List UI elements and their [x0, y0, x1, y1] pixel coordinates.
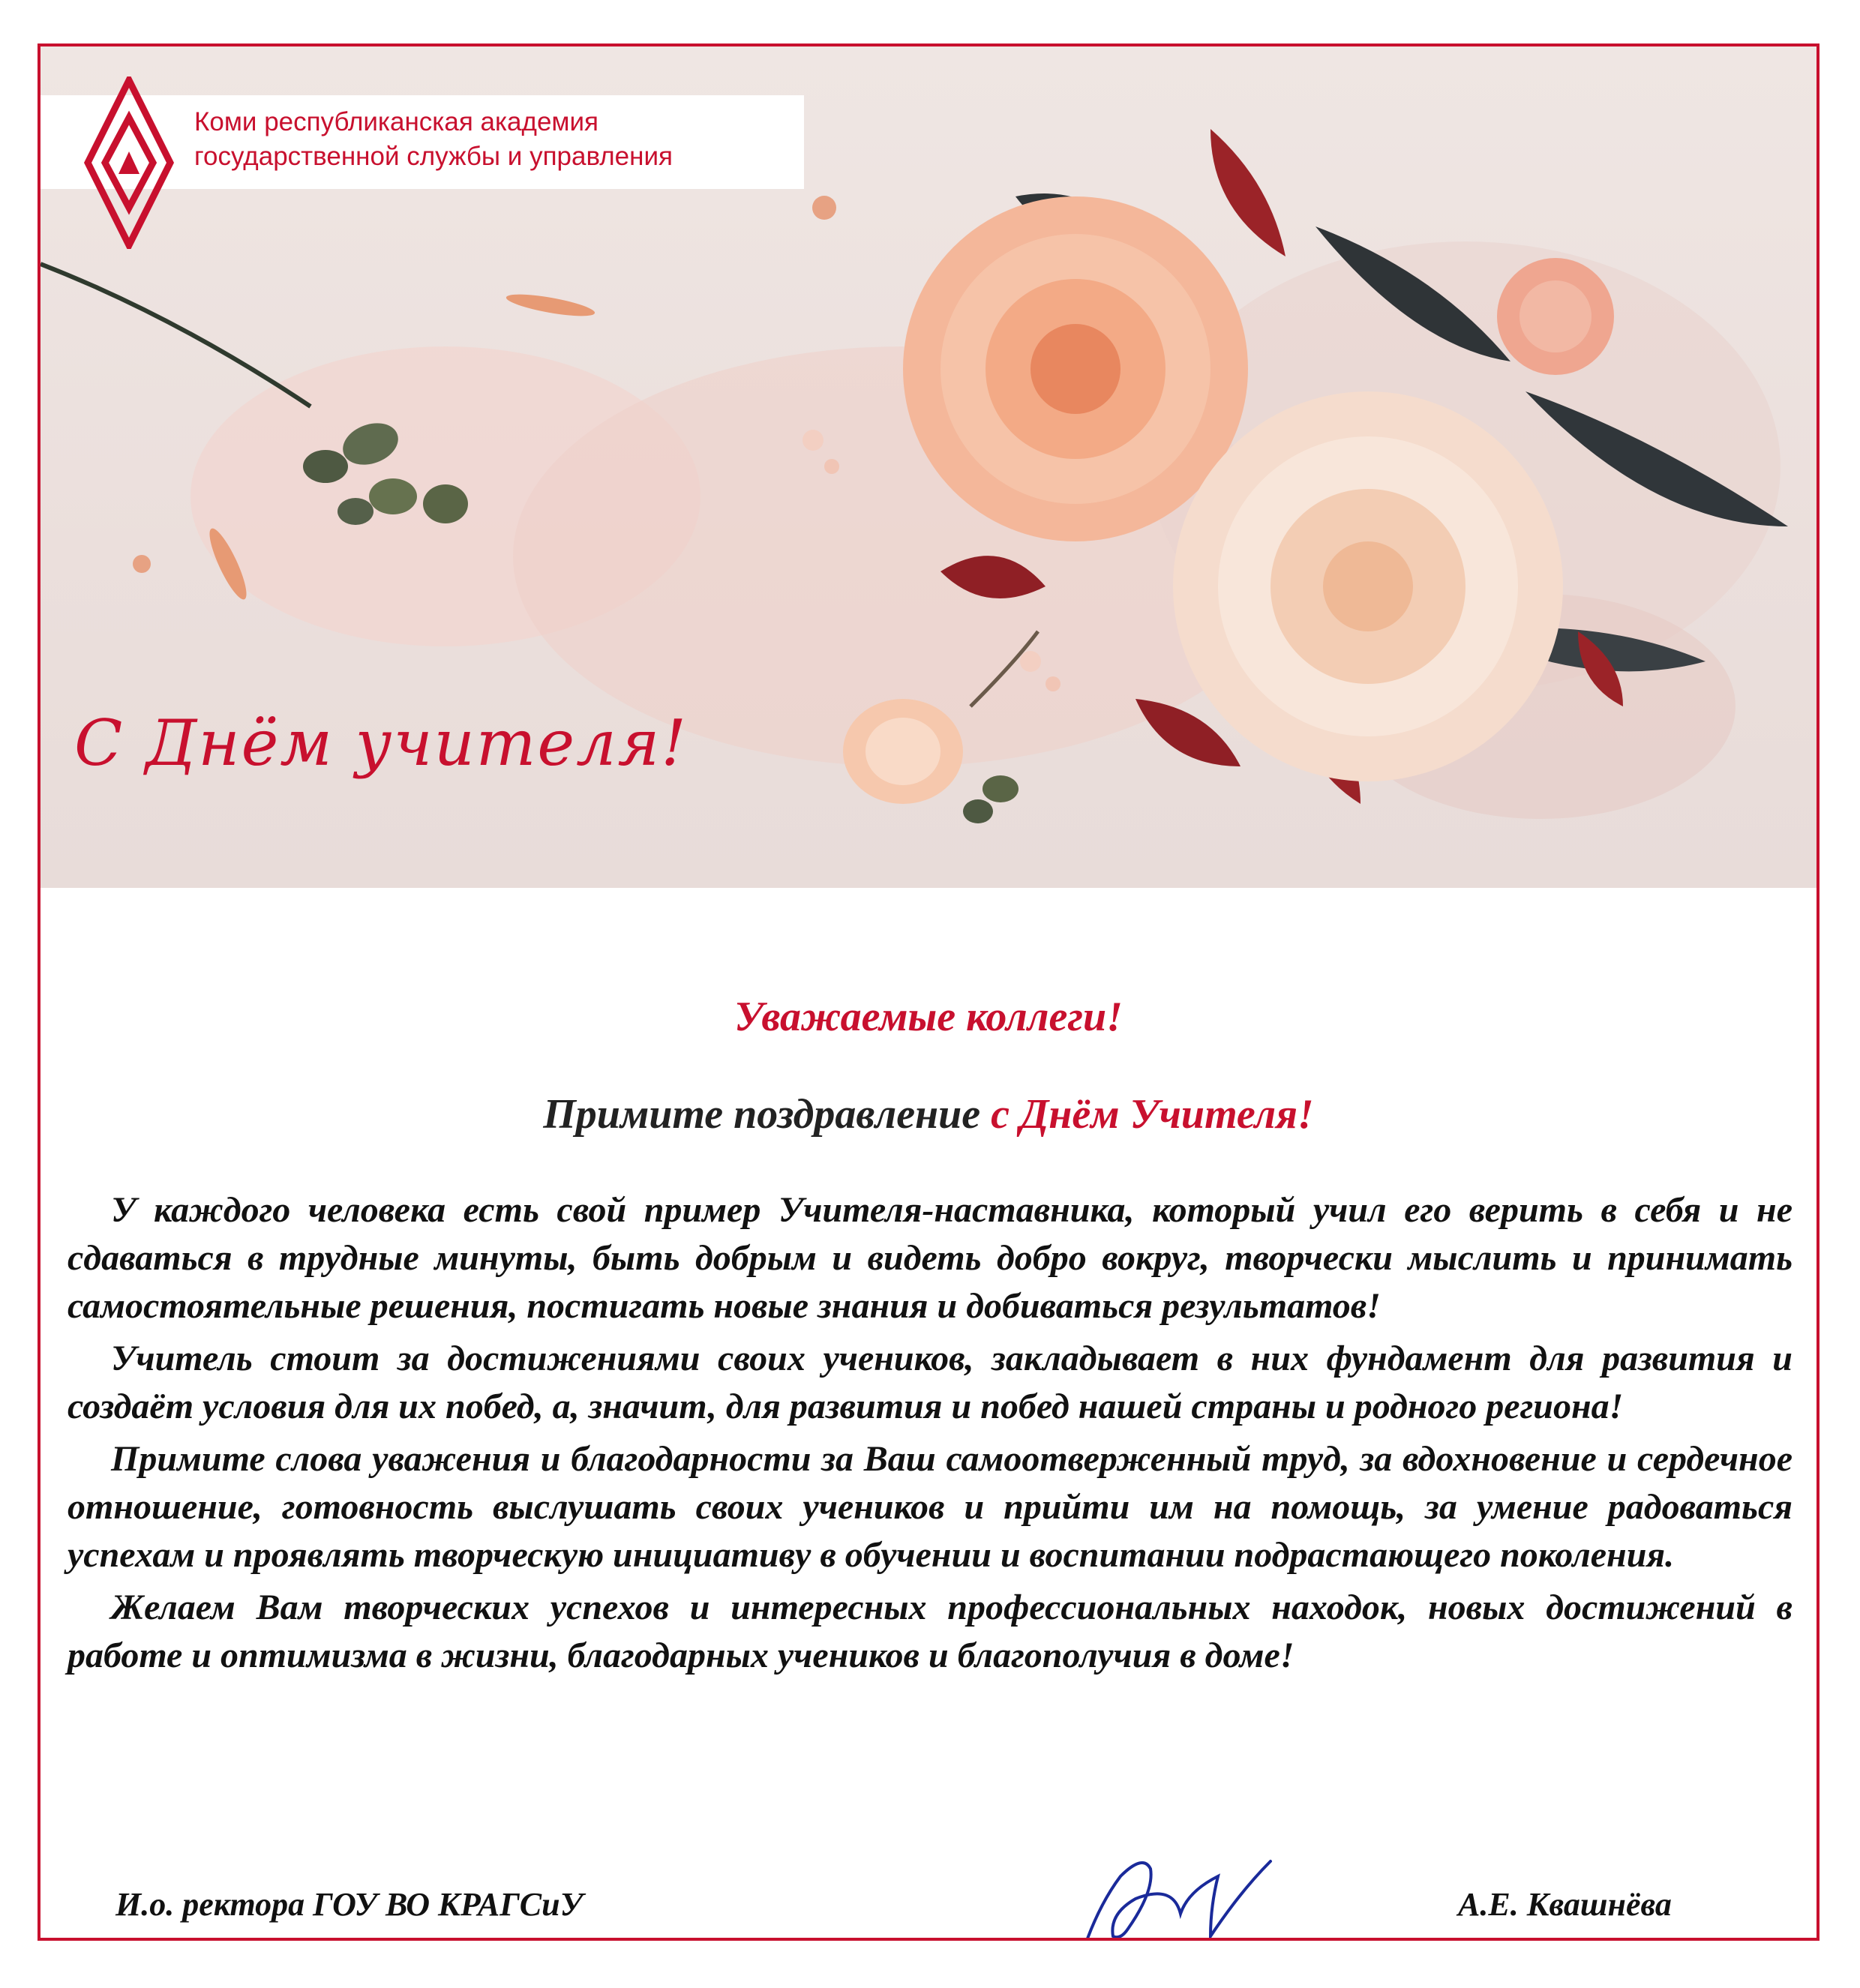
salutation: Уважаемые коллеги!	[734, 994, 1123, 1040]
paragraph-3: Примите слова уважения и благодарности за Ваш самоотверженный труд, за вдохновение и сердечное отношение, готовность выслушать своих учеников и прийти им на помощь, за умение радоваться успехам и проявлять творческую инициативу в обучении и воспитании подрастающего поколения.	[68, 1439, 1792, 1575]
signer-title: И.о. ректора ГОУ ВО КРАГСиУ	[116, 1886, 584, 1923]
letter-paragraphs	[68, 1186, 1792, 1684]
greeting-headline: С Днём учителя!	[74, 706, 688, 780]
academy-name	[194, 105, 673, 174]
handwritten-signature	[1068, 1846, 1286, 1941]
paragraph-4: Желаем Вам творческих успехов и интересных профессиональных находок, новых достижений в работе и оптимизма в жизни, благодарных учеников и благополучия в доме!	[68, 1588, 1792, 1675]
academy-name-line1: Коми республиканская академия	[194, 107, 598, 136]
subtitle	[40, 1090, 1816, 1138]
signer-name: А.Е. Квашнёва	[1458, 1886, 1672, 1923]
paragraph-2: Учитель стоит за достижениями своих учеников, закладывает в них фундамент для развития и создаёт условия для их побед, а, значит, для развития и побед нашей страны и родного региона!	[68, 1339, 1792, 1426]
header-banner	[40, 46, 1816, 888]
academy-logo-icon	[84, 76, 174, 249]
letter-frame	[38, 43, 1820, 1941]
subtitle-accent: с Днём Учителя!	[991, 1091, 1314, 1138]
academy-name-line2: государственной службы и управления	[194, 142, 673, 171]
subtitle-prefix: Примите поздравление	[543, 1091, 992, 1138]
paragraph-1: У каждого человека есть свой пример Учителя-наставника, который учил его верить в себя и не сдаваться в трудные минуты, быть добрым и видеть добро вокруг, творчески мыслить и принимать самостоятельные решения, постигать новые знания и добиваться результатов!	[68, 1190, 1792, 1326]
